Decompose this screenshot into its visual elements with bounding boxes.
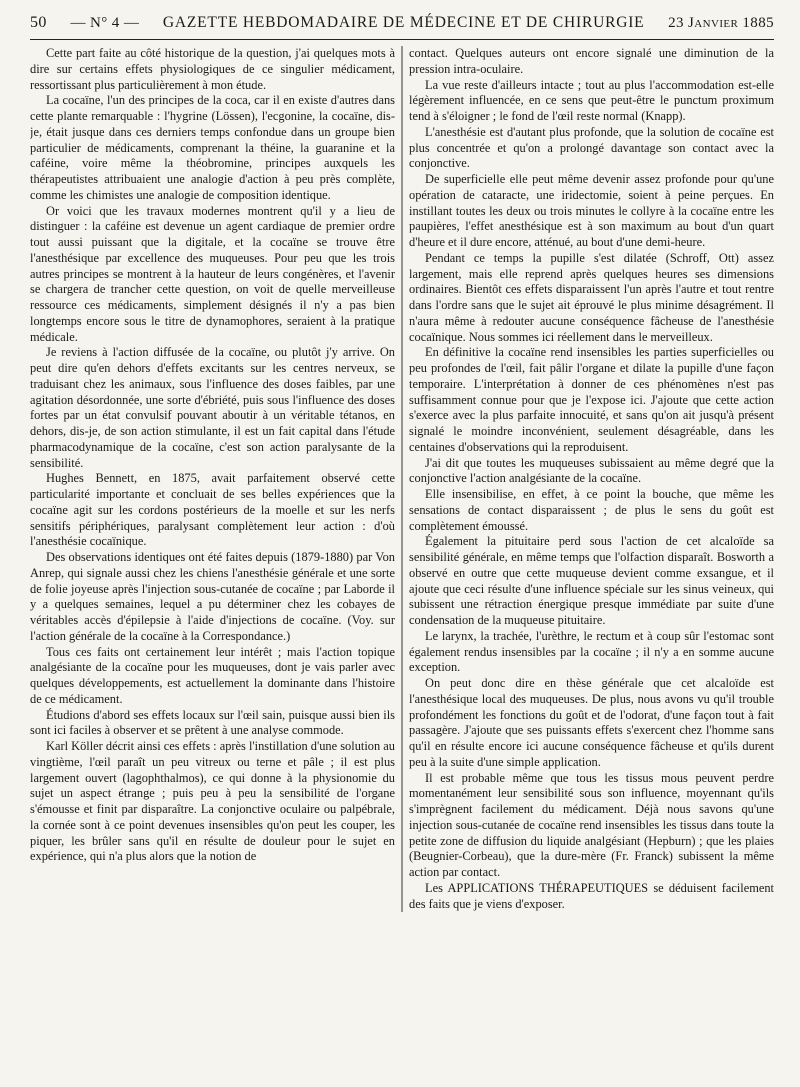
paragraph: contact. Quelques auteurs ont encore signalé une diminution de la pression intra-oculaire. [409, 46, 774, 76]
issue-number: — N° 4 — [70, 15, 140, 31]
paragraph: Des observations identiques ont été faites depuis (1879-1880) par Von Anrep, qui signale aussi chez les chiens l'anesthésie générale et une sorte de folie joyeuse après l'injection sous-cutanée de cocaïne ; par Laborde il y a quelques semaines, lequel a pu déterminer chez les cobayes de véritables accès d'épilepsie à l'aide d'injections de cocaïne. (Voy. sur l'action générale de la cocaïne à la Correspondance.) [30, 550, 395, 643]
paragraph: On peut donc dire en thèse générale que cet alcaloïde est l'anesthésique local des muqueuses. De plus, nous avons vu qu'il trouble profondément les fonctions du goût et de l'odorat, d'une façon tout à fait passagère. J'ajoute que ses puissants effets s'exercent chez l'homme sans qu'il en résulte encore ici aucune conséquence fâcheuse et qu'ils durent peu à la suite d'une simple application. [409, 676, 774, 769]
paragraph: La vue reste d'ailleurs intacte ; tout au plus l'accommodation est-elle légèrement influencée, en ce sens que peut-être le punctum proximum tend à s'éloigner ; le fond de l'œil reste normal (Knapp). [409, 77, 774, 123]
right-column [409, 46, 774, 912]
paragraph: J'ai dit que toutes les muqueuses subissaient au même degré que la conjonctive l'action analgésiante de la cocaïne. [409, 455, 774, 486]
paragraph: Étudions d'abord ses effets locaux sur l'œil sain, puisque aussi bien ils sont ici faciles à observer et se prêtent à une analyse commode. [30, 707, 395, 738]
paragraph: Également la pituitaire perd sous l'action de cet alcaloïde sa sensibilité générale, en même temps que l'olfaction disparaît. Bosworth a observé en outre que cette muqueuse devient comme exsangue, et il ajoute que ceci résulte d'une influence spéciale sur les sinus veineux, qui subissent une rétraction énergique presque immédiate par suite d'une condensation de la muqueuse pituitaire. [409, 534, 774, 627]
paragraph: Cette part faite au côté historique de la question, j'ai quelques mots à dire sur certains effets physiologiques de ce singulier médicament, ressortissant plus particulièrement à mon étude. [30, 46, 395, 92]
article-body [30, 46, 774, 912]
paragraph: En définitive la cocaïne rend insensibles les parties superficielles ou peu profondes de l'œil, fait pâlir l'organe et dilate la pupille d'une façon temporaire. L'interprétation à donner de ces phénomènes n'est pas suffisamment connue pour que je l'expose ici. J'ajoute que cette action s'exerce avec la plus parfaite innocuité, et sans qu'on ait jusqu'à présent signalé le moindre inconvénient, seulement désagréable, dans les centaines d'observations qui la reproduisent. [409, 345, 774, 454]
paragraph: Or voici que les travaux modernes montrent qu'il y a lieu de distinguer : la caféine est devenue un agent cardiaque de premier ordre tout aussi puissant que la digitale, et la cocaïne se trouve être l'anesthésique par excellence des muqueuses. Pour peu que les trois autres principes se montrent à la hauteur de leurs congénères, et l'avenir se chargera de trancher cette question, on voit de quelle merveilleuse ressource ces médicaments, simplement désignés il n'y a pas bien longtemps encore sous le titre de dynamophores, seraient à la pratique médicale. [30, 203, 395, 344]
paragraph: Elle insensibilise, en effet, à ce point la bouche, que même les sensations de contact disparaissent ; de plus le sens du goût est complètement émoussé. [409, 487, 774, 533]
paragraph: Karl Köller décrit ainsi ces effets : après l'instillation d'une solution au vingtième, l'œil paraît un peu vitreux ou terne et pâle ; il est plus largement ouvert (lagophthalmos), ce qui donne à la physionomie du sujet un aspect étrange ; puis peu à peu la sensibilité de l'organe s'émousse et finit par disparaître. La conjonctive oculaire ou palpébrale, la cornée sont à ce point devenues insensibles qu'on peut les couper, les piquer, les brûler sans qu'il en résulte de douleur pour le sujet en expérience, qui n'a plus alors que la notion de [30, 739, 395, 864]
paragraph: Tous ces faits ont certainement leur intérêt ; mais l'action topique analgésiante de la cocaïne pour les muqueuses, dont je vais parler avec quelques développements, est actuellement la dominante dans l'histoire de ce médicament. [30, 644, 395, 706]
paragraph: Je reviens à l'action diffusée de la cocaïne, ou plutôt j'y arrive. On peut dire qu'en dehors d'effets excitants sur les centres nerveux, se traduisant chez les animaux, sous l'influence des doses faibles, par une agitation désordonnée, une sorte d'ébriété, puis sous l'influence des doses fortes par un état convulsif pouvant aboutir à un véritable tétanos, en dehors, dis-je, de son action stimulante, il est un fait capital dans l'étude pharmacodynamique de la cocaïne, c'est son action paralysante de la sensibilité. [30, 345, 395, 470]
left-column [30, 46, 395, 912]
paragraph: La cocaïne, l'un des principes de la coca, car il en existe d'autres dans cette plante remarquable : l'hygrine (Lössen), l'ecgonine, la cocaïne, dis-je, était jusque dans ces derniers temps confondue dans un groupe bien particulier de médicaments, comprenant la théine, la guaranine et la caféine, voire même la théobromine, principes auxquels les thérapeutistes attribuaient une analogie d'action à peu près complète, comme les chimistes une analogie de composition identique. [30, 93, 395, 202]
paragraph: Hughes Bennett, en 1875, avait parfaitement observé cette particularité importante et concluait de ses belles expériences que la cocaïne agit sur les cordons postérieurs de la moelle et sur les nerfs sensitifs périphériques, paralysant complètement leur action : d'où l'anesthésie cocaïnique. [30, 471, 395, 549]
paragraph: Les APPLICATIONS THÉRAPEUTIQUES se déduisent facilement des faits que je viens d'exposer. [409, 880, 774, 911]
journal-title: GAZETTE HEBDOMADAIRE DE MÉDECINE ET DE CHIRURGIE [162, 14, 645, 31]
paragraph: L'anesthésie est d'autant plus profonde, que la solution de cocaïne est plus concentrée et qu'on a prolongé davantage son contact avec la conjonctive. [409, 124, 774, 171]
paragraph: Il est probable même que tous les tissus mous peuvent perdre momentanément leur sensibilité sous son influence, moyennant qu'ils s'imprègnent facilement du médicament. Déjà nous savons qu'une injection sous-cutanée de cocaïne rend insensibles les tissus dans toute la petite zone de diffusion du liquide analgésiant (Hepburn) ; que les plaies (Beugnier-Corbeau), que la dure-mère (Fr. Franck) subissent la même action par contact. [409, 770, 774, 879]
paragraph: Le larynx, la trachée, l'urèthre, le rectum et à coup sûr l'estomac sont également rendus insensibles par la cocaïne ; il n'y a en somme aucune exception. [409, 628, 774, 675]
issue-date: 23 Janvier 1885 [668, 15, 774, 31]
page-header [30, 0, 774, 40]
page-number: 50 [30, 14, 47, 31]
paragraph: Pendant ce temps la pupille s'est dilatée (Schroff, Ott) assez largement, mais elle reprend après quelques heures ses dimensions ordinaires. Bientôt ces effets disparaissent l'un après l'autre et tout rentre dans l'ordre sans que le sujet ait éprouvé le plus minime désagrément. Il n'aura même à redouter aucune conséquence fâcheuse de l'anesthésie cocaïnique. Nous sommes ici réellement dans le merveilleux. [409, 250, 774, 344]
paragraph: De superficielle elle peut même devenir assez profonde pour qu'une opération de cataracte, une iridectomie, soient à peine perçues. En instillant toutes les deux ou trois minutes le collyre à la cocaïne entre les paupières, l'effet anesthésique est à son maximum au bout d'un quart d'heure et il dure encore, atténué, au bout d'une demi-heure. [409, 172, 774, 249]
